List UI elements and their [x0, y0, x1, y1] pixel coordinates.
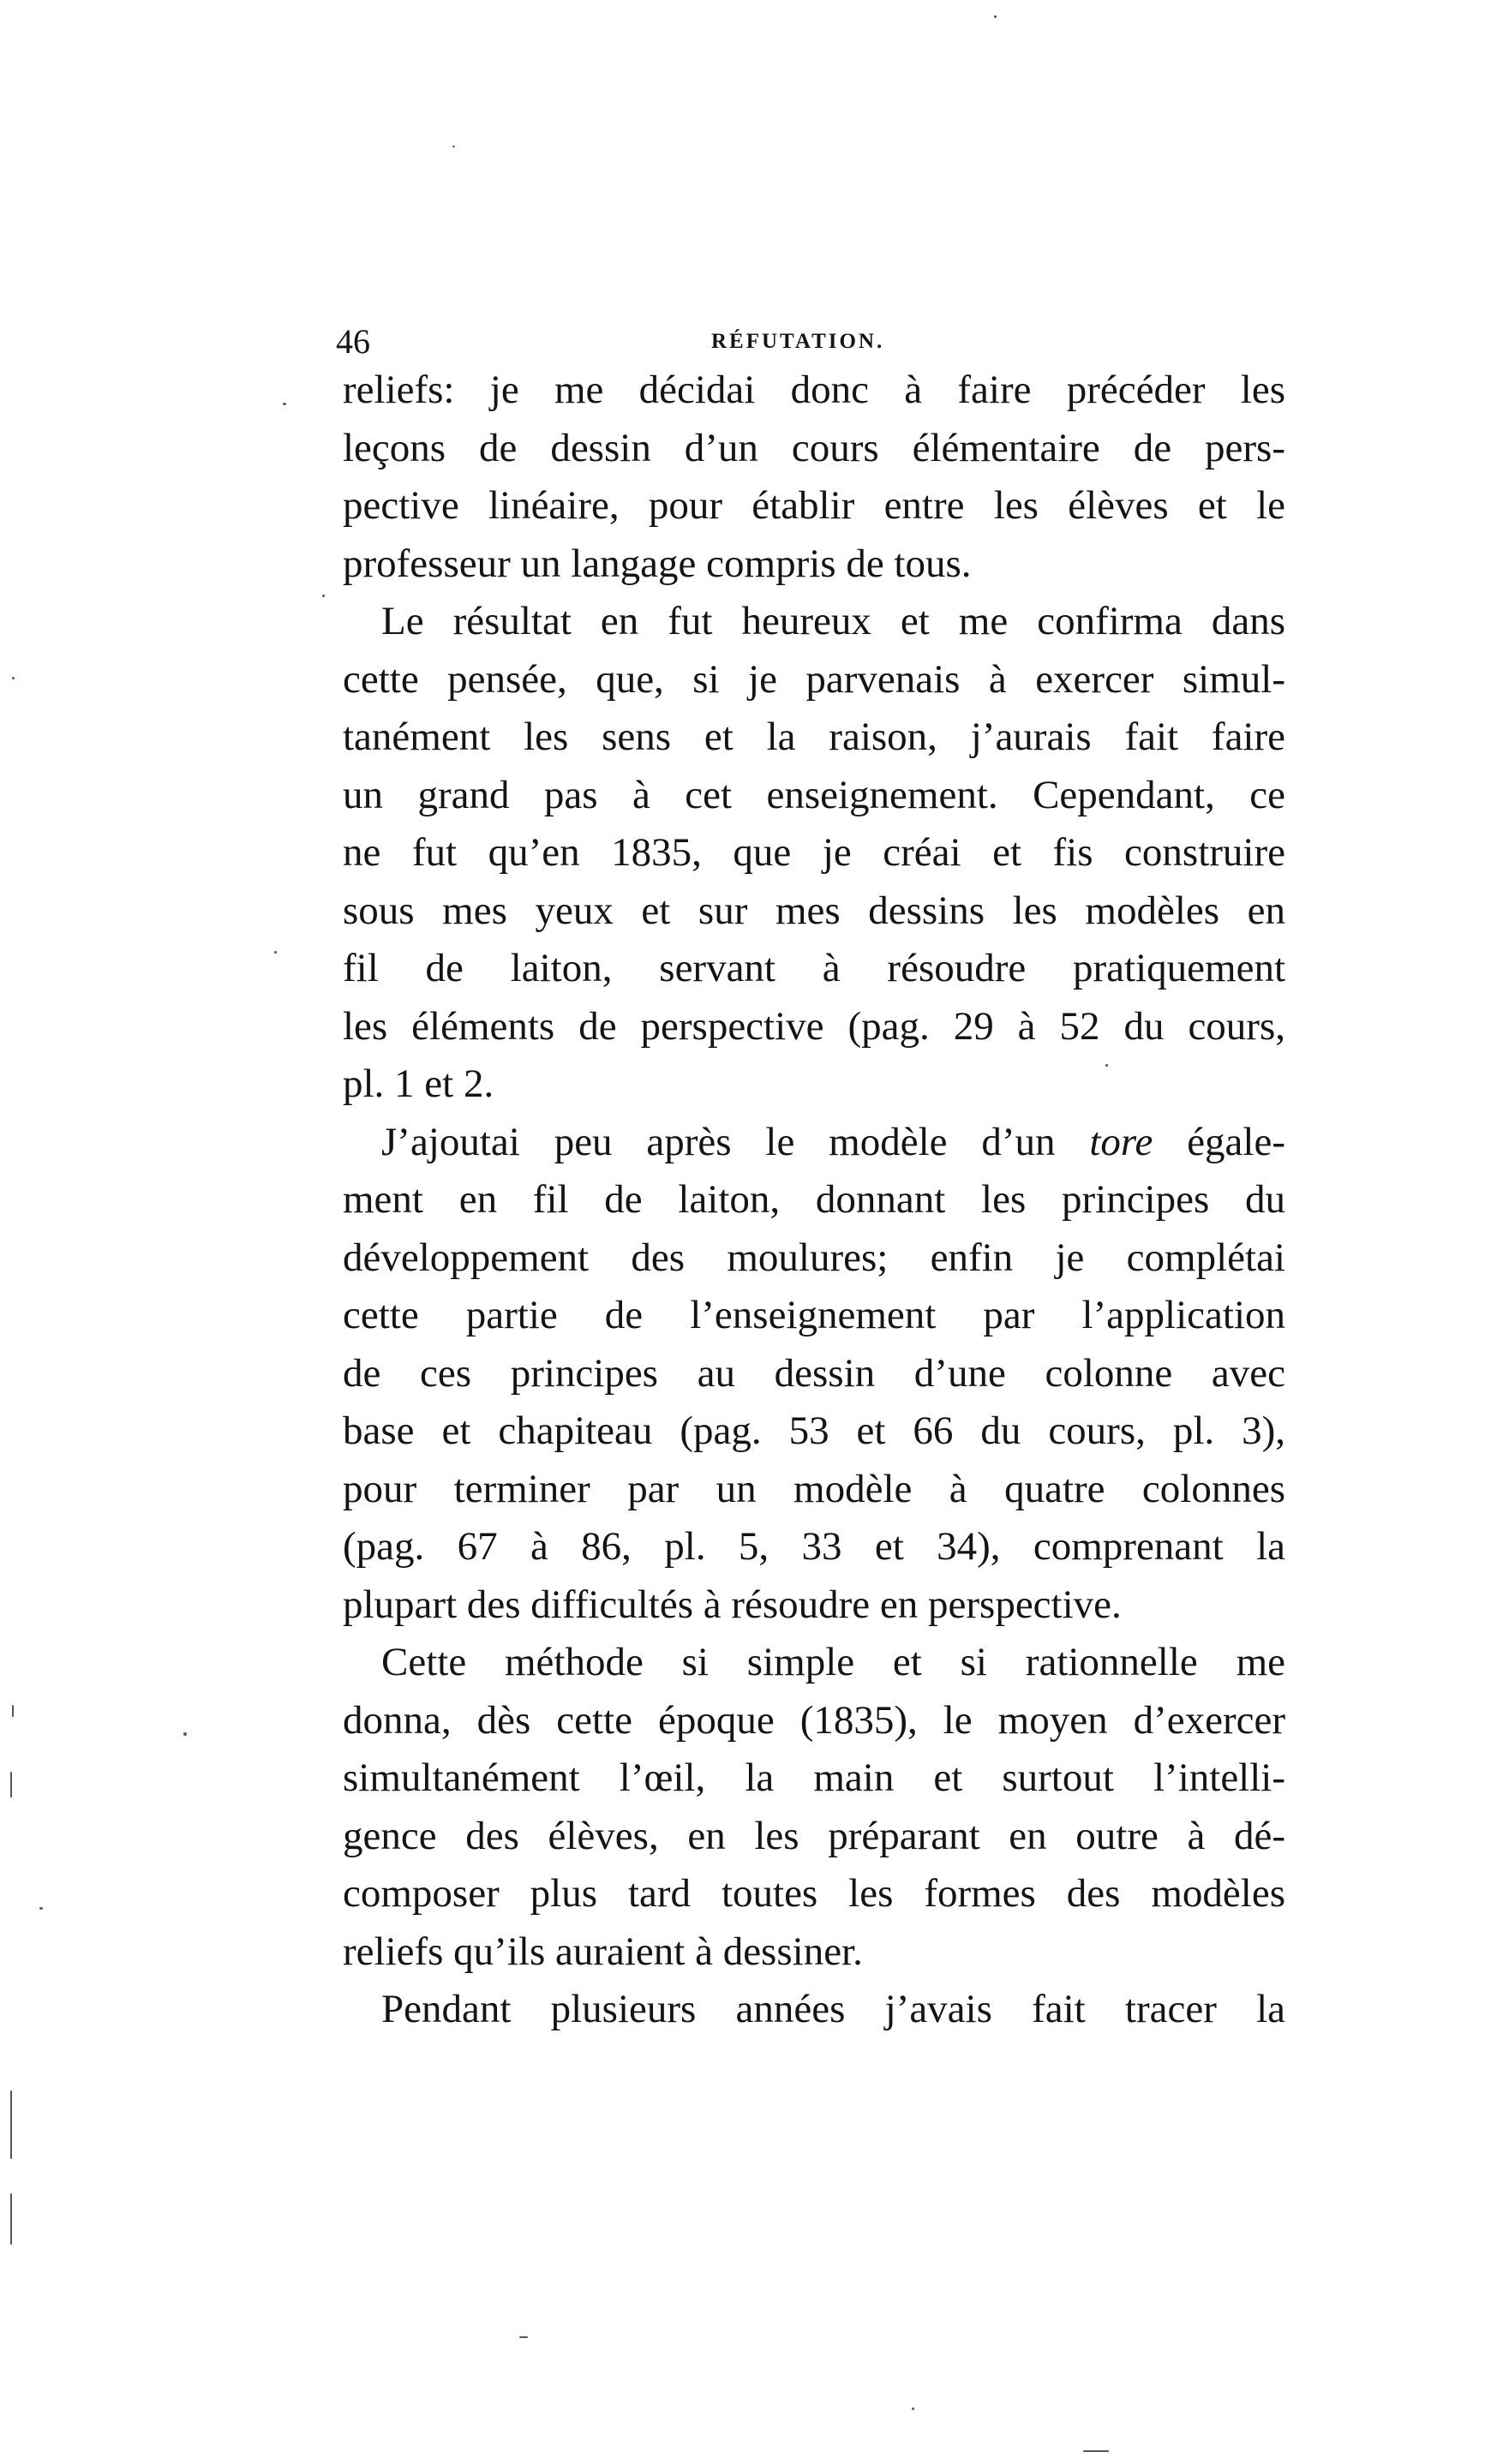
text-line: fil de laiton, servant à résoudre pratiquement [343, 946, 1285, 990]
text-line: pour terminer par un modèle à quatre colonnes [343, 1466, 1285, 1511]
text-line: reliefs: je me décidai donc à faire précéder les [343, 368, 1285, 412]
text-line: simultanément l’œil, la main et surtout l’intelli- [343, 1755, 1285, 1800]
scan-speck [274, 951, 277, 954]
text-line: de ces principes au dessin d’une colonne avec [343, 1350, 1285, 1396]
scan-speck [10, 1772, 12, 1797]
scan-speck [39, 1907, 43, 1910]
text-line: Le résultat en fut heureux et me confirma dans [381, 599, 1285, 643]
text-fragment: égale- [1153, 1119, 1285, 1164]
text-line: leçons de dessin d’un cours élémentaire de pers- [343, 425, 1285, 470]
text-line-with-italic [343, 1114, 1285, 1172]
text-line: ne fut qu’en 1835, que je créai et fis construire [343, 830, 1285, 875]
running-head [336, 321, 1294, 364]
text-line: base et chapiteau (pag. 53 et 66 du cours, pl. 3), [343, 1408, 1285, 1453]
scan-speck [183, 1732, 187, 1736]
italic-word: tore [1089, 1119, 1153, 1164]
page-number: 46 [336, 322, 370, 361]
text-line: tanément les sens et la raison, j’aurais fait faire [343, 715, 1285, 759]
text-line: reliefs qu’ils auraient à dessiner. [343, 1929, 863, 1974]
scan-speck [1105, 1064, 1108, 1067]
text-line: (pag. 67 à 86, pl. 5, 33 et 34), comprenant la [343, 1524, 1285, 1569]
text-line: donna, dès cette époque (1835), le moyen d’exercer [343, 1697, 1285, 1743]
text-line: cette pensée, que, si je parvenais à exercer simul- [343, 656, 1285, 702]
scan-speck [912, 2407, 914, 2410]
scan-speck [322, 595, 325, 597]
text-line: cette partie de l’enseignement par l’application [343, 1293, 1285, 1337]
scan-speck [10, 2090, 12, 2159]
text-line: Cette méthode si simple et si rationnelle me [381, 1640, 1285, 1684]
text-line: sous mes yeux et sur mes dessins les modèles en [343, 888, 1285, 933]
scan-speck [994, 15, 997, 18]
text-line: Pendant plusieurs années j’avais fait tracer la [381, 1987, 1285, 2031]
scan-speck [283, 403, 286, 405]
text-line: ment en fil de laiton, donnant les principes du [343, 1177, 1285, 1222]
scan-speck [10, 2193, 12, 2245]
text-line: gence des élèves, en les préparant en outre à dé- [343, 1813, 1285, 1858]
running-title: RÉFUTATION. [711, 330, 885, 353]
text-line: plupart des difficultés à résoudre en perspective. [343, 1582, 1122, 1627]
body-text [343, 362, 1285, 2039]
scan-speck [519, 2336, 528, 2338]
text-line: un grand pas à cet enseignement. Cependant, ce [343, 772, 1285, 817]
text-line: développement des moulures; enfin je complétai [343, 1235, 1285, 1280]
text-line: pl. 1 et 2. [343, 1062, 494, 1106]
text-fragment: J’ajoutai peu après le modèle d’un [381, 1119, 1090, 1164]
scan-speck [12, 1705, 14, 1717]
text-line: pective linéaire, pour établir entre les élèves et le [343, 483, 1285, 528]
scan-speck [12, 677, 15, 679]
text-line: professeur un langage compris de tous. [343, 541, 972, 586]
text-line: composer plus tard toutes les formes des modèles [343, 1871, 1285, 1916]
scan-speck [1083, 2450, 1109, 2452]
text-line: les éléments de perspective (pag. 29 à 52 du cours, [343, 1003, 1285, 1049]
scan-speck [452, 146, 455, 147]
